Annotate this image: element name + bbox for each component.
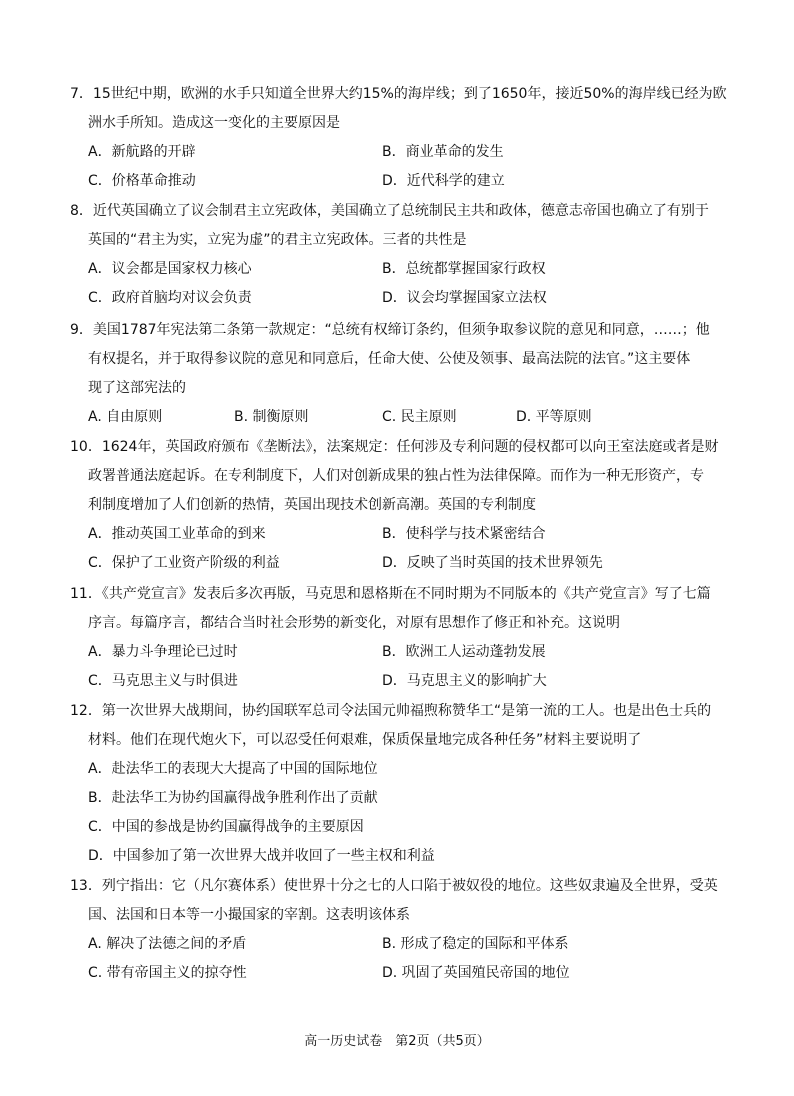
question-12-option-c: C．中国的参战是协约国赢得战争的主要原因 <box>88 819 364 835</box>
question-11-option-a: A．暴力斗争理论已过时 <box>88 644 238 660</box>
question-8 <box>70 197 730 313</box>
question-11-options-row-1 <box>70 638 730 667</box>
question-10-options-row-2 <box>70 549 730 578</box>
question-9-option-a: A. 自由原则 <box>88 409 163 425</box>
question-11-option-b: B．欧洲工人运动蓬勃发展 <box>382 644 546 660</box>
question-10-option-d: D．反映了当时英国的技术世界领先 <box>382 555 603 571</box>
question-12-text-2: 材料。他们在现代炮火下，可以忍受任何艰难，保质保量地完成各种任务”材料主要说明了 <box>88 732 642 748</box>
question-11-option-c: C．马克思主义与时俱进 <box>88 673 238 689</box>
question-9-options-row <box>70 403 730 432</box>
question-13-option-a: A. 解决了法德之间的矛盾 <box>88 936 247 952</box>
question-9-text-2: 有权提名，并于取得参议院的意见和同意后，任命大使、公使及领事、最高法院的法官。”这主要体 <box>88 351 691 367</box>
question-7-text-1: 7．15世纪中期，欧洲的水手只知道全世界大约15%的海岸线；到了1650年，接近50%的海岸线已经为欧 <box>70 86 727 102</box>
question-10 <box>70 433 730 578</box>
question-12-option-a: A．赴法华工的表现大大提高了中国的国际地位 <box>88 761 378 777</box>
question-13-options-row-1 <box>70 930 730 959</box>
question-11-option-d: D．马克思主义的影响扩大 <box>382 673 547 689</box>
question-7-options-row-1 <box>70 138 730 167</box>
question-8-options-row-1 <box>70 255 730 284</box>
question-9-text-3: 现了这部宪法的 <box>88 380 186 396</box>
question-13-option-b: B. 形成了稳定的国际和平体系 <box>382 936 569 952</box>
question-8-text-2: 英国的“君主为实，立宪为虚”的君主立宪政体。三者的共性是 <box>88 232 467 248</box>
question-8-text-1: 8．近代英国确立了议会制君主立宪政体，美国确立了总统制民主共和政体，德意志帝国也确立了有别于 <box>70 203 709 219</box>
question-13-text-2: 国、法国和日本等一小撮国家的宰割。这表明该体系 <box>88 907 410 923</box>
question-11-text-1: 11．《共产党宣言》发表后多次再版，马克思和恩格斯在不同时期为不同版本的《共产党宣言》写了七篇 <box>70 586 711 602</box>
question-7-text-2: 洲水手所知。造成这一变化的主要原因是 <box>88 115 340 131</box>
question-12-option-b: B．赴法华工为协约国赢得战争胜利作出了贡献 <box>88 790 378 806</box>
question-10-option-a: A．推动英国工业革命的到来 <box>88 526 266 542</box>
question-11 <box>70 580 730 696</box>
question-7-option-c: C．价格革命推动 <box>88 173 196 189</box>
question-8-option-a: A．议会都是国家权力核心 <box>88 261 252 277</box>
question-8-option-c: C．政府首脑均对议会负责 <box>88 290 252 306</box>
question-9-text-1: 9．美国1787年宪法第二条第一款规定：“总统有权缔订条约，但须争取参议院的意见和同意，……；他 <box>70 322 710 338</box>
question-11-text-2: 序言。每篇序言，都结合当时社会形势的新变化，对原有思想作了修正和补充。这说明 <box>88 615 620 631</box>
question-10-options-row-1 <box>70 520 730 549</box>
question-10-text-1: 10．1624年，英国政府颁布《垄断法》，法案规定：任何涉及专利问题的侵权都可以向王室法庭或者是财 <box>70 439 719 455</box>
question-13-option-d: D. 巩固了英国殖民帝国的地位 <box>382 965 570 981</box>
question-10-text-3: 利制度增加了人们创新的热情，英国出现技术创新高潮。英国的专利制度 <box>88 497 536 513</box>
question-7-option-a: A．新航路的开辟 <box>88 144 196 160</box>
question-12 <box>70 697 730 871</box>
page-footer: 高一历史试卷 第2页（共5页） <box>304 1034 490 1049</box>
question-13-text-1: 13．列宁指出：它（凡尔赛体系）使世界十分之七的人口陷于被奴役的地位。这些奴隶遍及全世界，受英 <box>70 878 718 894</box>
question-9-option-b: B. 制衡原则 <box>234 409 309 425</box>
question-8-options-row-2 <box>70 284 730 313</box>
question-12-text-1: 12．第一次世界大战期间，协约国联军总司令法国元帅福煦称赞华工“是第一流的工人。也是出色士兵的 <box>70 703 712 719</box>
question-9-option-c: C. 民主原则 <box>382 409 457 425</box>
question-8-option-d: D．议会均掌握国家立法权 <box>382 290 547 306</box>
question-7-options-row-2 <box>70 167 730 196</box>
question-7 <box>70 80 730 196</box>
question-12-option-d: D．中国参加了第一次世界大战并收回了一些主权和利益 <box>88 848 435 864</box>
question-13-option-c: C. 带有帝国主义的掠夺性 <box>88 965 247 981</box>
question-10-option-c: C．保护了工业资产阶级的利益 <box>88 555 280 571</box>
question-9 <box>70 316 730 432</box>
question-9-option-d: D. 平等原则 <box>516 409 592 425</box>
question-13-options-row-2 <box>70 959 730 988</box>
question-11-options-row-2 <box>70 667 730 696</box>
question-10-option-b: B．使科学与技术紧密结合 <box>382 526 546 542</box>
question-7-option-d: D．近代科学的建立 <box>382 173 505 189</box>
question-13 <box>70 872 730 988</box>
question-7-option-b: B．商业革命的发生 <box>382 144 504 160</box>
question-8-option-b: B．总统都掌握国家行政权 <box>382 261 546 277</box>
question-10-text-2: 政署普通法庭起诉。在专利制度下，人们对创新成果的独占性为法律保障。而作为一种无形资产，专 <box>88 468 704 484</box>
